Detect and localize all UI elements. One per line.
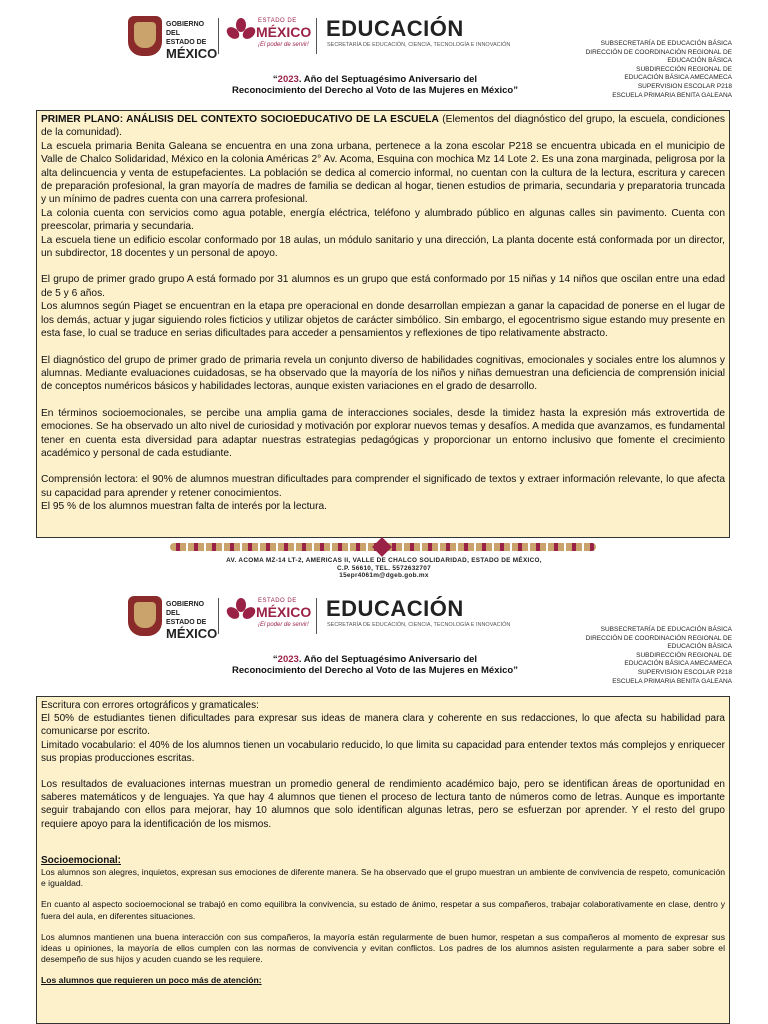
edomex-logo	[228, 16, 314, 56]
gob-line3: MÉXICO	[166, 46, 218, 61]
logo-divider	[218, 598, 219, 634]
logo-divider	[316, 18, 317, 54]
paragraph: La escuela tiene un edificio escolar conformado por 18 aulas, un módulo sanitario y una dirección, La planta docente está conformada por un director, un subdirector, 18 docentes y un personal de apoyo.	[41, 234, 725, 260]
educacion-subtitle: SECRETARÍA DE EDUCACIÓN, CIENCIA, TECNOLOGÍA E INNOVACIÓN	[327, 622, 511, 628]
anio-line2: Reconocimiento del Derecho al Voto de las Mujeres en México”	[232, 85, 518, 96]
page-footer: AV. ACOMA MZ-14 LT-2, AMERICAS II, VALLE DE CHALCO SOLIDARIDAD, ESTADO DE MÉXICO, C.P. 56610, TEL. 5572632707 15epr4061m@dgeb.gob.mx	[150, 557, 618, 580]
paragraph: Comprensión lectora: el 90% de alumnos muestran dificultades para comprender el significado de textos y extraer información relevante, lo que afecta su capacidad para aprender y retener conocimientos.	[41, 474, 725, 499]
context-analysis-box: PRIMER PLANO: ANÁLISIS DEL CONTEXTO SOCIOEDUCATIVO DE LA ESCUELA (Elementos del diagnóstico del grupo, la escuela, condiciones de la comunidad). La escuela primaria Benita Galeana se encuentra en una zona urbana, pertenece a la zona escolar P218 se encuentra ubicada en el municipio de Valle de Chalco Solidaridad, México en la colonia Américas 2° Av. Acoma, Esquina con mochica Mz 14 Lote 2. Es una zona marginada, peligrosa por la alta delincuencia y venta de estupefacientes. La población se dedica al comercio informal, no cuentan con la cultura de la lectura, escritura y carecen de preparación profesional, la gran mayoría de madres de familia se dedican al hogar, tienen estudios de primaria, secundaria y preparatoria truncada y un mínimo de padres cuenta con una carrera profesional. La colonia cuenta con servicios como agua potable, energía eléctrica, teléfono y alumbrado público en algunas calles sin pavimento. Cuenta con preescolar, primaria y secundaria. La escuela tiene un edificio escolar conformado por 18 aulas, un módulo sanitario y una dirección, La planta docente está conformada por un director, un subdirector, 18 docentes y un personal de apoyo. El grupo de primer grado grupo A está formado por 31 alumnos es un grupo que está conformado por 15 niñas y 14 niños que oscilan entre una edad de 5 y 6 años. Los alumnos según Piaget se encuentran en la etapa pre operacional en donde desarrollan empiezan a ganar la capacidad de ponerse en el lugar de los demás, actuar y jugar siguiendo roles ficticios y utilizar objetos de carácter simbólico. Sin embargo, el egocentrismo sigue estando muy presente en esta fase, lo cual se traduce en serias dificultades para acceder a pensamientos y reflexiones de tipo relativamente abstracto. El diagnóstico del grupo de primer grado de primaria revela un conjunto diverso de habilidades cognitivas, emocionales y sociales entre los alumnos y alumnas. Mediante evaluaciones cuidadosas, se ha observado que la mayoría de los niños y niñas demuestran una deficiencia de comprensión inicial de conceptos numéricos básicos y habilidades lectoras, aunque existen variaciones en el grado de desarrollo. En términos socioemocionales, se percibe una amplia gama de interacciones sociales, desde la timidez hasta la expresión más extrovertida de emociones. Se ha observado un alto nivel de curiosidad y motivación por explorar nuevos temas y desafíos. A medida que avanzamos, es fundamental tener en cuenta esta diversidad para adaptar nuestras estrategias pedagógicas y proporcionar un entorno inclusivo que fomente el crecimiento académico y personal de cada estudiante. Comprensión lectora: el 90% de alumnos muestran dificultades para comprender el significado de textos y extraer información relevante, lo que afecta su capacidad para aprender y retener conocimientos. El 95 % de los alumnos muestran falta de interés por la lectura.	[36, 110, 730, 538]
diagnosis-continuation-box	[36, 696, 730, 1024]
paragraph: La escuela primaria Benita Galeana se encuentra en una zona urbana, pertenece a la zona escolar P218 se encuentra ubicada en el municipio de Valle de Chalco Solidaridad, México en la colonia Américas 2° Av. Acoma, Esquina con mochica Mz 14 Lote 2. Es una zona marginada, peligrosa por la alta delincuencia y venta de estupefacientes. La población se dedica al comercio informal, no cuentan con la cultura de la lectura, escritura y carecen de preparación profesional, la gran mayoría de madres de familia se dedican al hogar, tienen estudios de primaria, secundaria y preparatoria truncada y un mínimo de padres cuenta con una carrera profesional.	[41, 140, 725, 206]
flower-icon	[228, 598, 254, 622]
gobierno-logo	[128, 16, 218, 61]
edomex-slogan: ¡El poder de servir!	[258, 42, 309, 48]
logo-divider	[316, 598, 317, 634]
paragraph: En términos socioemocionales, se percibe una amplia gama de interacciones sociales, desde la timidez hasta la expresión más extrovertida de emociones. Se ha observado un alto nivel de curiosidad y motivación por explorar nuevos temas y desafíos. A medida que avanzamos, es fundamental tener en cuenta esta diversidad para adaptar nuestras estrategias pedagógicas y proporcionar un entorno inclusivo que fomente el crecimiento académico y personal de cada estudiante.	[41, 407, 725, 459]
footer-email: 15epr4061m@dgeb.gob.mx	[339, 572, 429, 580]
paragraph: Limitado vocabulario: el 40% de los alumnos tienen un vocabulario reducido, lo que limita su capacidad para entender textos más complejos y enriquecer sus propias producciones escritas.	[41, 739, 725, 764]
paragraph: Los alumnos son alegres, inquietos, expresan sus emociones de diferente manera. Se ha observado que el grupo muestran un ambiente de convivencia de respeto, comunicación e igualdad.	[41, 867, 725, 889]
edomex-logo: ESTADO DE MÉXICO ¡El poder de servir!	[228, 596, 314, 636]
document-page-2	[0, 580, 768, 1024]
socioemocional-heading: Socioemocional:	[41, 854, 122, 866]
state-seal-icon	[128, 596, 162, 636]
flower-icon	[228, 18, 254, 42]
page-header	[0, 0, 768, 110]
paragraph: Los resultados de evaluaciones internas muestran un promedio general de rendimiento académico bajo, pero se identifican áreas de oportunidad en saberes matemáticos y de lenguajes. Ya que hay 4 alumnos que tienen el proceso de lectura tanto de números como de letras. Aunque es importante seguir trabajando con ellos para mejorar, hay 10 alumnos que solo identifican algunas letras, pero se esfuerzan por aprender. Y el resto del grupo requiere apoyo para la identificación de los mismos.	[41, 779, 725, 830]
educacion-title: EDUCACIÓN	[326, 596, 464, 621]
attention-heading: Los alumnos que requieren un poco más de atención:	[41, 975, 262, 986]
paragraph: El 50% de estudiantes tienen dificultades para expresar sus ideas de manera clara y coherente en sus redacciones, lo que afecta su habilidad para comunicarse por escrito.	[41, 713, 725, 738]
paragraph: El grupo de primer grado grupo A está formado por 31 alumnos es un grupo que está conformado por 15 niñas y 14 niños que oscilan entre una edad de 5 y 6 años.	[41, 274, 725, 299]
section-heading: PRIMER PLANO: ANÁLISIS DEL CONTEXTO SOCIOEDUCATIVO DE LA ESCUELA	[41, 114, 439, 125]
department-block: SUBSECRETARÍA DE EDUCACIÓN BÁSICA DIRECCIÓN DE COORDINACIÓN REGIONAL DE EDUCACIÓN BÁSICA SUBDIRECCIÓN REGIONAL DE EDUCACIÓN BÁSICA AMECAMECA SUPERVISION ESCOLAR P218 ESCUELA PRIMARIA BENITA GALEANA	[585, 40, 732, 99]
department-block: SUBSECRETARÍA DE EDUCACIÓN BÁSICA DIRECCIÓN DE COORDINACIÓN REGIONAL DE EDUCACIÓN BÁSICA SUBDIRECCIÓN REGIONAL DE EDUCACIÓN BÁSICA AMECAMECA SUPERVISION ESCOLAR P218 ESCUELA PRIMARIA BENITA GALEANA	[585, 626, 732, 685]
gobierno-logo: GOBIERNO DEL ESTADO DE MÉXICO	[128, 596, 214, 636]
paragraph: Escritura con errores ortográficos y gramaticales:	[41, 700, 259, 711]
footer-ornament	[170, 540, 596, 554]
educacion-subtitle: SECRETARÍA DE EDUCACIÓN, CIENCIA, TECNOLOGÍA E INNOVACIÓN	[327, 42, 511, 48]
anio-year: 2023	[277, 74, 299, 85]
educacion-title: EDUCACIÓN	[326, 16, 464, 41]
gob-line2: ESTADO DE	[166, 39, 207, 46]
logo-divider	[218, 18, 219, 54]
anio-leyenda: “2023. Año del Septuagésimo Aniversario del Reconocimiento del Derecho al Voto de las Mujeres en México”	[232, 654, 518, 676]
page-header	[0, 580, 768, 690]
state-seal-icon	[128, 16, 162, 56]
paragraph: La colonia cuenta con servicios como agua potable, energía eléctrica, teléfono y alumbrado público en algunas calles sin pavimento. Cuenta con preescolar, primaria y secundaria.	[41, 207, 725, 233]
gob-line1: GOBIERNO DEL	[166, 21, 205, 37]
anio-leyenda: “2023. Año del Septuagésimo Aniversario del Reconocimiento del Derecho al Voto de las Mujeres en México”	[200, 74, 550, 96]
paragraph: Los alumnos según Piaget se encuentran en la etapa pre operacional en donde desarrollan empiezan a ganar la capacidad de ponerse en el lugar de los demás, actuar y jugar siguiendo roles ficticios y utilizar objetos de carácter simbólico. Sin embargo, el egocentrismo sigue estando muy presente en esta fase, lo cual se traduce en serias dificultades para acceder a pensamientos y reflexiones de tipo relativamente abstracto.	[41, 301, 725, 340]
edomex-big-text: MÉXICO	[256, 24, 312, 40]
ornament-diamond-icon	[372, 537, 392, 557]
paragraph: En cuanto al aspecto socioemocional se trabajó en como equilibra la convivencia, su estado de ánimo, respetar a sus compañeros, trabajar colaborativamente en clase, dentro y fuera del aula, en diferentes situaciones.	[41, 899, 725, 921]
paragraph: El 95 % de los alumnos muestran falta de interés por la lectura.	[41, 501, 327, 513]
paragraph: Los alumnos mantienen una buena interacción con sus compañeros, la mayoría están regularmente de buen humor, respetan a sus compañeros al momento de expresar sus ideas u opiniones, la mayoría de ellos cumplen con las normas de convivencia y evitan conflictos. Los padres de los alumnos asisten regularmente a para saber sobre el desempeño de sus hijos y acuden cuando se les requiere.	[41, 931, 725, 965]
edomex-small-text: ESTADO DE	[258, 18, 297, 24]
paragraph: El diagnóstico del grupo de primer grado de primaria revela un conjunto diverso de habilidades cognitivas, emocionales y sociales entre los alumnos y alumnas. Mediante evaluaciones cuidadosas, se ha observado que la mayoría de los niños y niñas demuestran una deficiencia de comprensión inicial de conceptos numéricos básicos y habilidades lectoras, aunque existen variaciones en el grado de desarrollo.	[41, 354, 725, 393]
